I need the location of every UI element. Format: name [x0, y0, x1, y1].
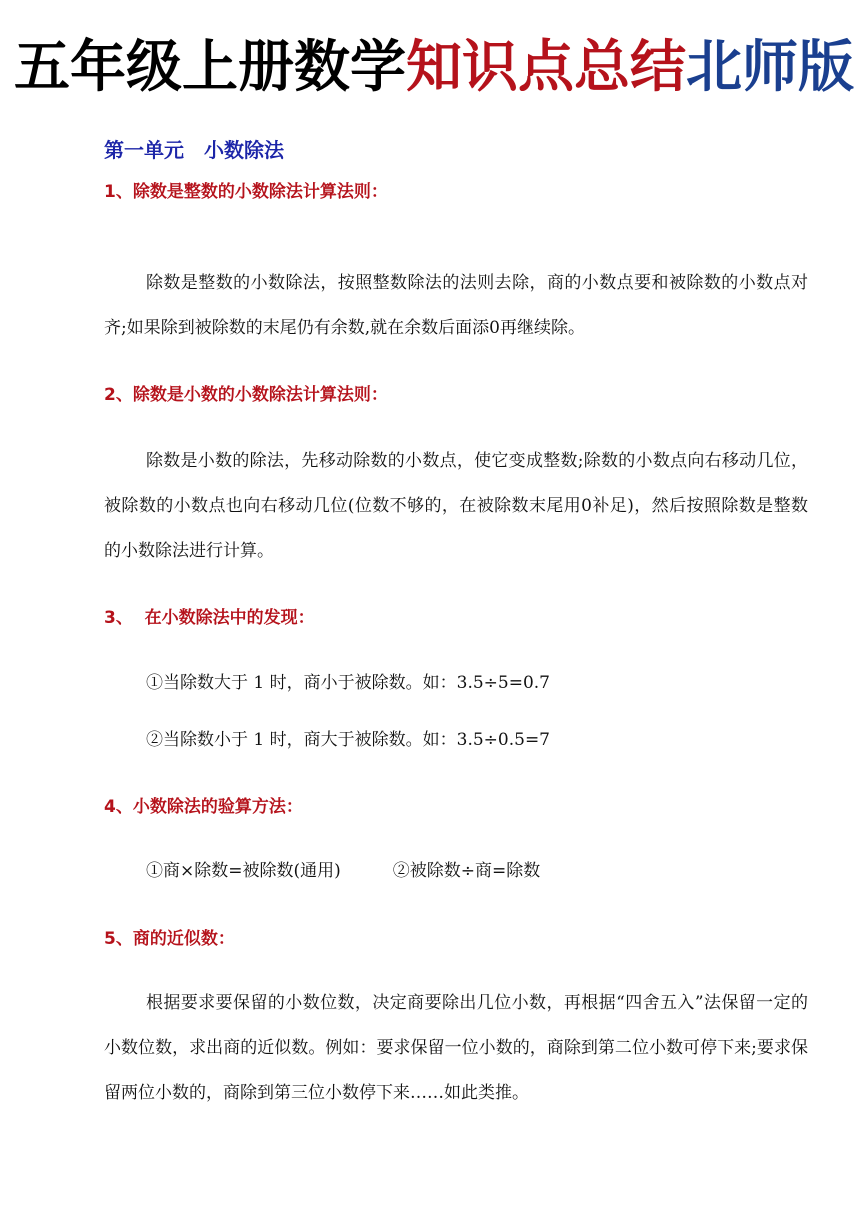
section-2-body: 除数是小数的除法，先移动除数的小数点，使它变成整数;除数的小数点向右移动几位，被除数的小数点也向右移动几位(位数不够的，在被除数末尾用0补足)，然后按照除数是整数的小数除法进行计算。: [104, 451, 808, 561]
title-part-edition: 北师版: [686, 35, 854, 100]
section-4-item-1: ①商×除数=被除数(通用): [146, 861, 341, 881]
title-part-grade: 五年级上册数学: [14, 35, 406, 100]
section-1-heading: 1、除数是整数的小数除法计算法则：: [104, 182, 388, 202]
section-4-item-2: ②被除数÷商=除数: [392, 861, 541, 881]
unit-heading: 第一单元 小数除法: [104, 138, 284, 162]
section-4-items: [146, 856, 540, 886]
section-5-heading: 5、商的近似数：: [104, 929, 235, 949]
section-1-body: 除数是整数的小数除法，按照整数除法的法则去除，商的小数点要和被除数的小数点对齐;如果除到被除数的末尾仍有余数,就在余数后面添0再继续除。: [104, 273, 808, 338]
section-3-item-2: ②当除数小于 1 时，商大于被除数。如：3.5÷0.5=7: [146, 730, 550, 750]
section-3-item-1: ①当除数大于 1 时，商小于被除数。如：3.5÷5=0.7: [146, 673, 550, 693]
section-4-heading: 4、小数除法的验算方法：: [104, 797, 303, 817]
page-title: [0, 28, 868, 108]
section-2-heading: 2、除数是小数的小数除法计算法则：: [104, 385, 388, 405]
title-part-summary: 知识点总结: [406, 35, 686, 100]
section-3-heading: 3、 在小数除法中的发现：: [104, 608, 315, 628]
section-5-body: 根据要求要保留的小数位数，决定商要除出几位小数，再根据“四舍五入”法保留一定的小数位数，求出商的近似数。例如：要求保留一位小数的，商除到第二位小数可停下来;要求保留两位小数的，商除到第三位小数停下来……如此类推。: [104, 993, 808, 1103]
